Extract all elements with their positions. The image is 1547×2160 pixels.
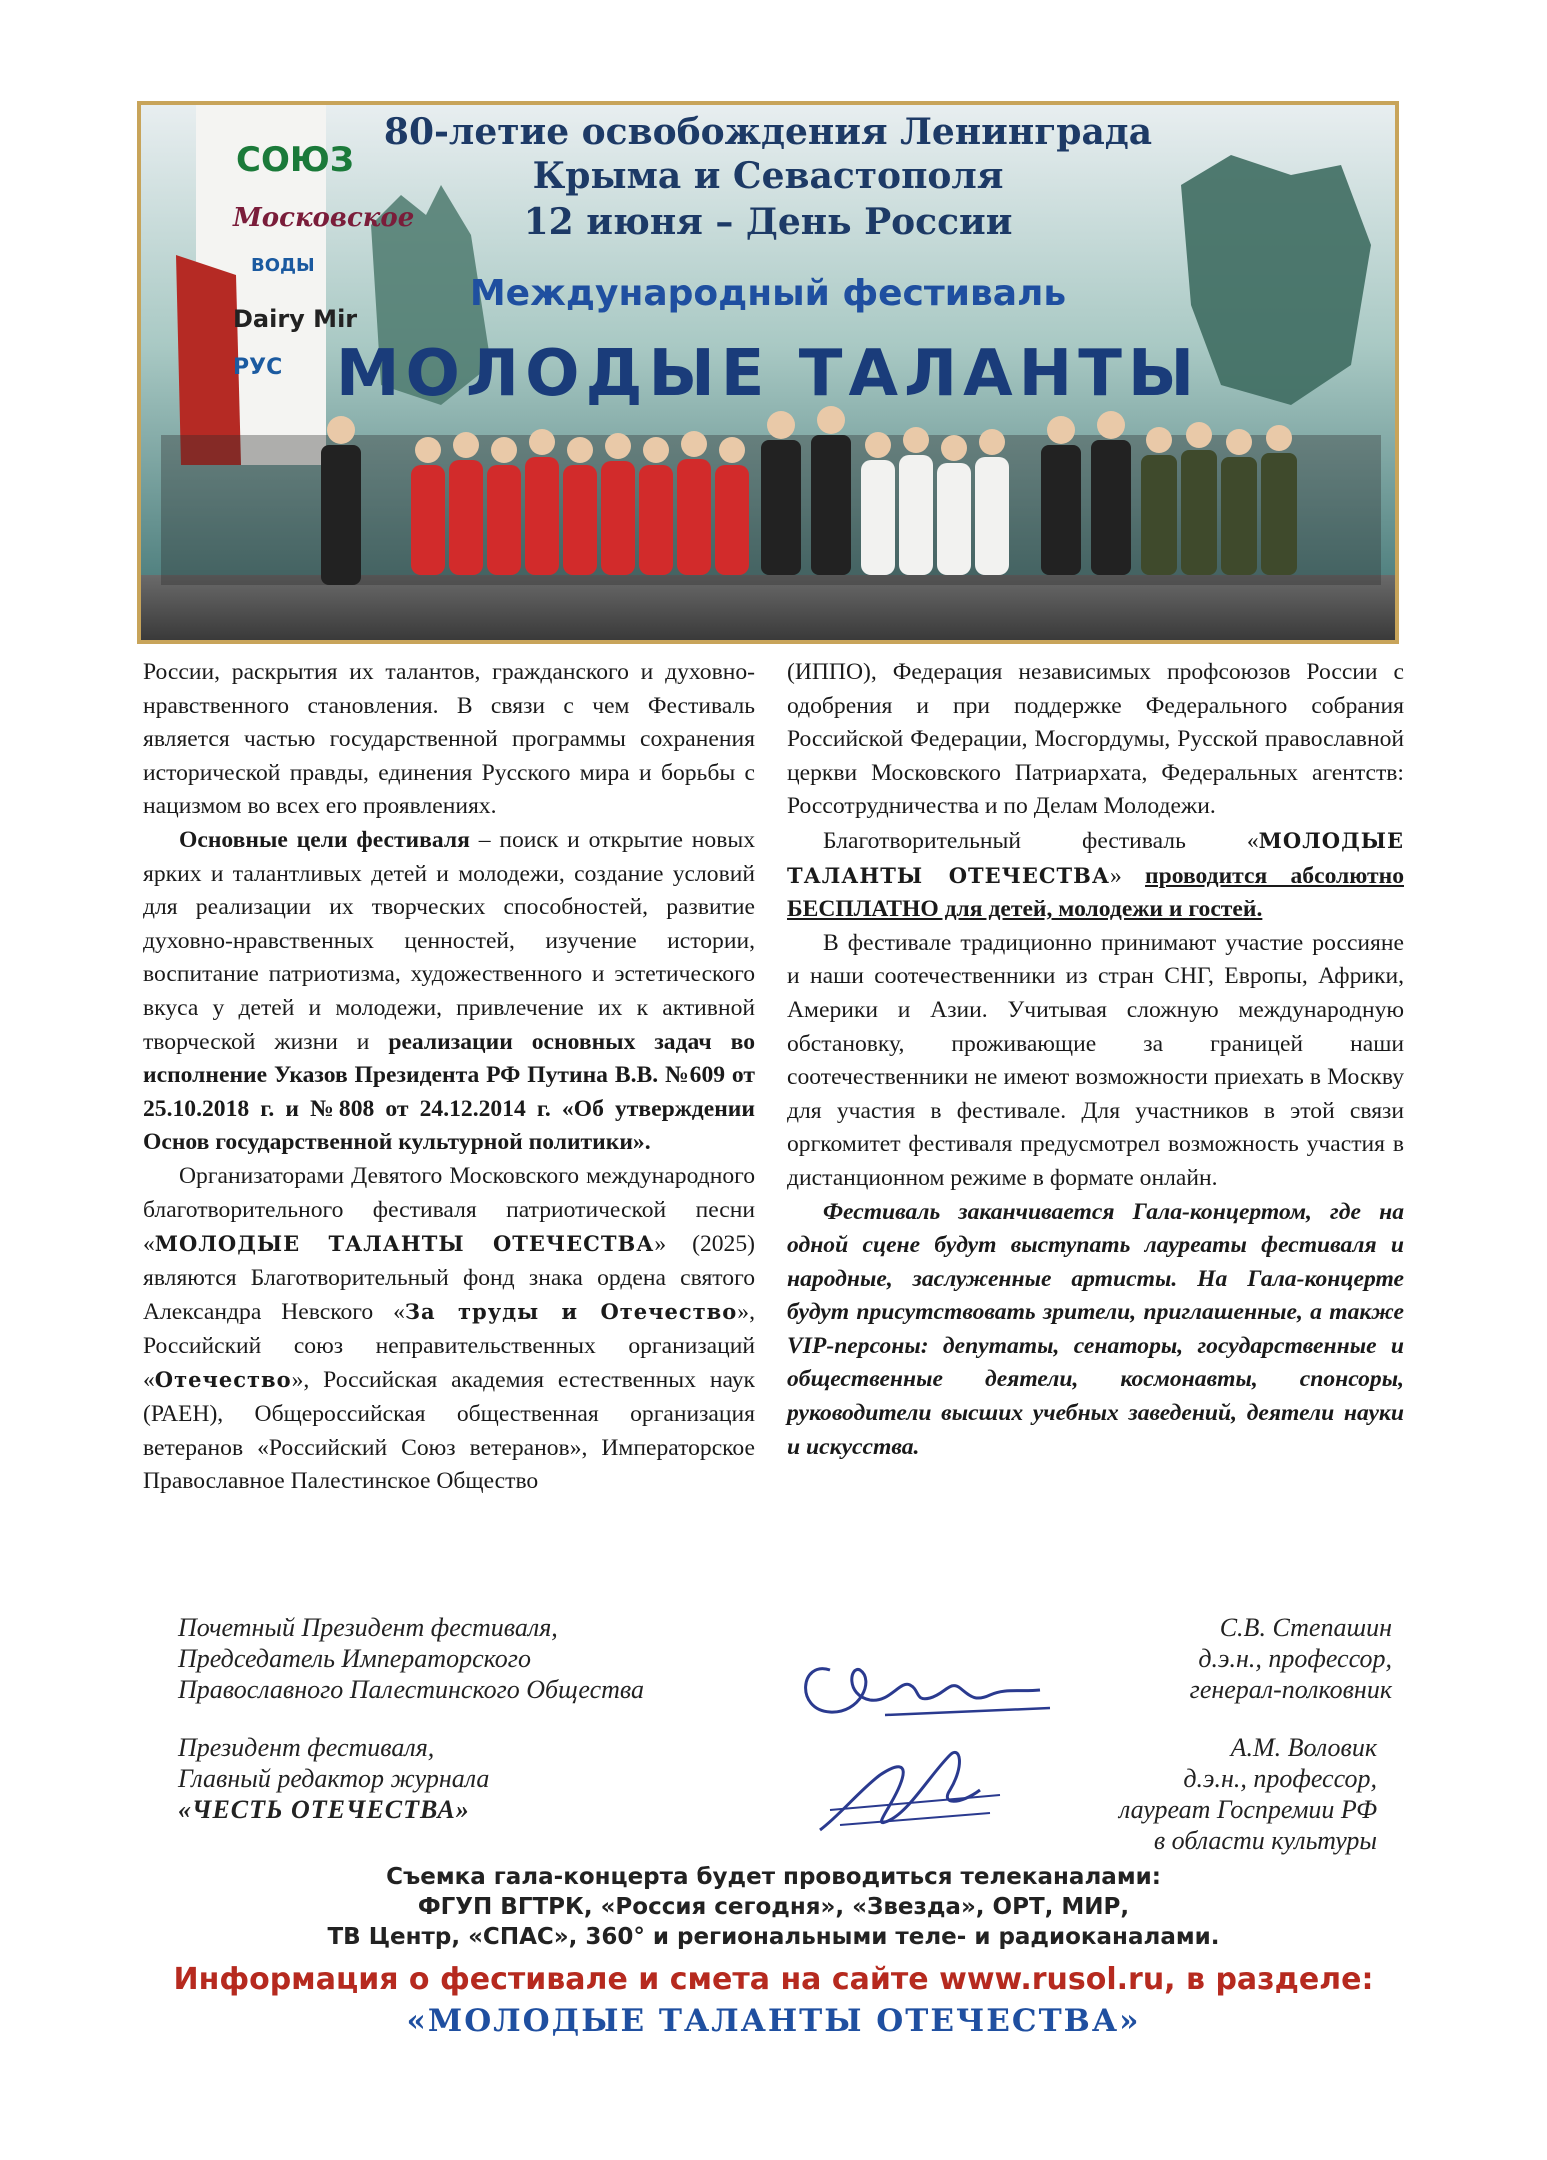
- stepashin-credentials: [1190, 1612, 1392, 1705]
- festival-name-deco-2: МОЛОДЫЕ ТАЛАНТЫ ОТЕЧЕСТВА: [787, 827, 1404, 888]
- free-of-charge-text: проводится абсолютно БЕСПЛАТНО для детей, молодежи и гостей.: [787, 862, 1404, 923]
- sig-line: Православного Палестинского Общества: [178, 1675, 645, 1704]
- organizers-text-d: », Российская академия естественных наук (РАЕН), Общероссийская общественная организация ветеранов «Российский Союз ветеранов», Императорское Православное Палестинское Общество: [143, 1367, 755, 1495]
- sponsor-logo-2: Московское: [233, 203, 415, 233]
- photo-banner-line1: 80-летие освобождения Ленинграда: [383, 111, 1153, 153]
- sponsor-logo-5: РУС: [233, 355, 283, 380]
- photo-banner-line4: Международный фестиваль: [469, 273, 1067, 314]
- goals-decrees: реализации основных задач во исполнение Указов Президента РФ Путина В.В. №609 от 25.10.2018 г. и №808 от 24.12.2014 г. «Об утверждении Основ государственной культурной политики».: [143, 1028, 756, 1156]
- sig-line: д.э.н., профессор,: [1198, 1644, 1392, 1673]
- sig-line: д.э.н., профессор,: [1183, 1764, 1377, 1793]
- sig-line: в области культуры: [1153, 1826, 1377, 1855]
- sig-line: Председатель Императорского: [178, 1644, 531, 1673]
- union-name-deco: Отечество: [154, 1367, 292, 1393]
- journal-name: «ЧЕСТЬ ОТЕЧЕСТВА»: [178, 1795, 470, 1824]
- right-paragraph-2: [787, 824, 1404, 927]
- free-text-b: »: [1110, 862, 1146, 889]
- sponsor-logo-4: Dairy Mir: [233, 305, 358, 333]
- sig-line: Главный редактор журнала: [178, 1764, 490, 1793]
- president-title: [178, 1732, 489, 1825]
- order-name-deco: За труды и Отечество: [404, 1299, 738, 1325]
- volovik-signature: [800, 1735, 1030, 1845]
- festival-name-deco: МОЛОДЫЕ ТАЛАНТЫ ОТЕЧЕСТВА: [154, 1231, 655, 1257]
- sponsor-logo-1: СОЮЗ: [236, 140, 354, 180]
- festival-section-name: «МОЛОДЫЕ ТАЛАНТЫ ОТЕЧЕСТВА»: [406, 2003, 1141, 2039]
- left-paragraph-2: [143, 824, 755, 1160]
- stepashin-signature: [790, 1640, 1060, 1730]
- broadcast-line: Съемка гала-концерта будет проводиться телеканалами:: [386, 1864, 1161, 1890]
- organizers-text-b: » (2025) являются Благотворительный фонд знака ордена святого Александра Невского «: [143, 1231, 755, 1326]
- left-paragraph-3: [143, 1160, 755, 1499]
- free-text-a: Благотворительный фестиваль «: [823, 827, 1259, 854]
- festival-photo: [137, 101, 1399, 644]
- photo-banner-line2: Крыма и Севастополя: [532, 155, 1004, 197]
- honorary-president-title: [178, 1612, 644, 1705]
- right-paragraph-3: В фестивале традиционно принимают участие россияне и наши соотечественники из стран СНГ, Европы, Африки, Америки и Азии. Учитывая сложную международную обстановку, проживающие за границей наши соотечественники не имеют возможности приехать в Москву для участия в фестивале. Для участников в этой связи оргкомитет фестиваля предусмотрел возможность участия в дистанционном режиме в формате онлайн.: [787, 929, 1404, 1191]
- organizers-text-c: », Российский союз неправительственных организаций «: [143, 1299, 755, 1394]
- right-paragraph-1: (ИППО), Федерация независимых профсоюзов России с одобрения и при поддержке Федерального собрания Российской Федерации, Мосгордумы, Русской православной церкви Московского Патриархата, Федеральных агентств: Россотрудничества и по Делам Молодежи.: [787, 659, 1404, 820]
- goals-heading: Основные цели фестиваля: [179, 826, 470, 853]
- sponsor-logo-3: ВОДЫ: [251, 255, 315, 276]
- website-info: Информация о фестивале и смета на сайте www.rusol.ru, в разделе:: [173, 1962, 1374, 1997]
- broadcast-line: ФГУП ВГТРК, «Россия сегодня», «Звезда», ОРТ, МИР,: [417, 1894, 1130, 1920]
- left-column: [143, 656, 755, 1499]
- right-paragraph-4: Фестиваль заканчивается Гала-концертом, где на одной сцене будут выступать лауреаты фестиваля и народные, заслуженные артисты. На Гала-концерте будут присутствовать зрители, приглашенные, а также VIP-персоны: депутаты, сенаторы, государственные и общественные деятели, космонавты, спонсоры, руководители высших учебных заведений, деятели науки и искусства.: [787, 1198, 1404, 1460]
- broadcast-line: ТВ Центр, «СПАС», 360° и региональными теле- и радиоканалами.: [327, 1924, 1220, 1950]
- broadcast-info: [0, 1862, 1547, 1952]
- sig-line: Почетный Президент фестиваля,: [178, 1613, 558, 1642]
- sig-line: лауреат Госпремии РФ: [1118, 1795, 1377, 1824]
- volovik-credentials: [1119, 1732, 1377, 1856]
- organizers-text-a: Организаторами Девятого Московского международного благотворительного фестиваля патриотической песни «: [143, 1162, 755, 1258]
- goals-text: – поиск и открытие новых ярких и талантливых детей и молодежи, создание условий для реализации их творческих способностей, развитие духовно-нравственных ценностей, изучение истории, воспитание патриотизма, художественного и эстетического вкуса у детей и молодежи, привлечение их к активной творческой жизни и: [143, 826, 755, 1055]
- sig-line: С.В. Степашин: [1219, 1613, 1392, 1642]
- right-column: [787, 656, 1404, 1464]
- photo-banner-line3: 12 июня – День России: [523, 201, 1013, 243]
- photo-banner-line5: МОЛОДЫЕ ТАЛАНТЫ: [335, 337, 1201, 411]
- sig-line: генерал-полковник: [1189, 1675, 1392, 1704]
- sig-line: А.М. Воловик: [1230, 1733, 1377, 1762]
- sig-line: Президент фестиваля,: [178, 1733, 435, 1762]
- left-paragraph-1: России, раскрытия их талантов, гражданского и духовно-нравственного становления. В связи с чем Фестиваль является частью государственной программы сохранения исторической правды, единения Русского мира и борьбы с нацизмом во всех его проявлениях.: [143, 659, 755, 820]
